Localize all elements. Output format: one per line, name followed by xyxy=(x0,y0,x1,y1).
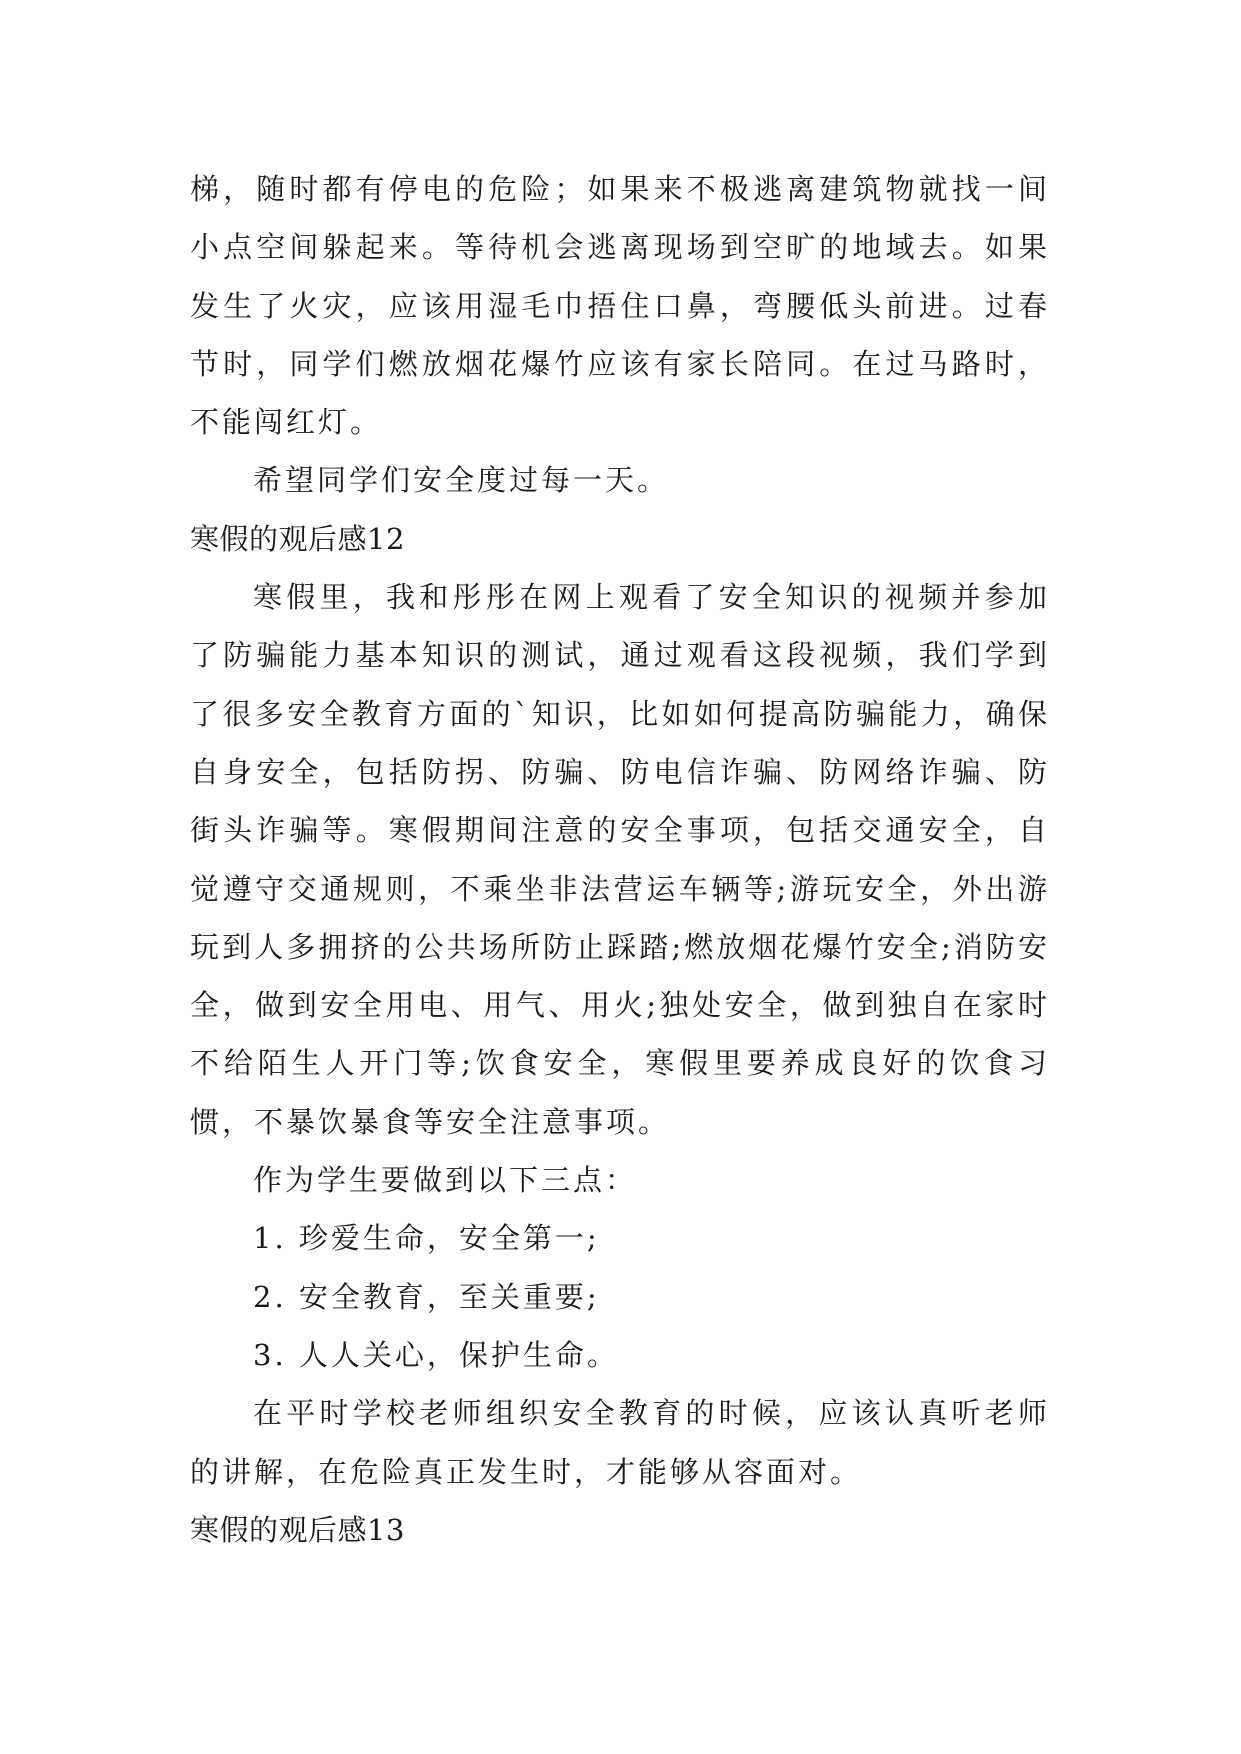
section-heading-13: 寒假的观后感13 xyxy=(190,1512,405,1547)
paragraph-three-points-intro: 作为学生要做到以下三点： xyxy=(253,1163,638,1198)
section-heading-12: 寒假的观后感12 xyxy=(190,521,405,556)
paragraph-safety-video: 寒假里，我和彤彤在网上观看了安全知识的视频并参加了防骗能力基本知识的测试，通过观看这段视频，我们学到了很多安全教育方面的`知识，比如如何提高防骗能力，确保自身安全，包括防拐、防骗、防电信诈骗、防网络诈骗、防街头诈骗等。寒假期间注意的安全事项，包括交通安全，自觉遵守交通规则，不乘坐非法营运车辆等;游玩安全，外出游玩到人多拥挤的公共场所防止踩踏;燃放烟花爆竹安全;消防安全，做到安全用电、用气、用火;独处安全，做到独自在家时不给陌生人开门等;饮食安全，寒假里要养成良好的饮食习惯，不暴饮暴食等安全注意事项。 xyxy=(190,580,1050,1139)
list-item: 3. 人人关心，保护生命。 xyxy=(253,1337,619,1372)
list-item: 1. 珍爱生命，安全第一; xyxy=(253,1221,600,1256)
list-item: 2. 安全教育，至关重要; xyxy=(253,1279,600,1314)
document-body xyxy=(190,160,1050,1559)
paragraph-teacher: 在平时学校老师组织安全教育的时候，应该认真听老师的讲解，在危险真正发生时，才能够从容面对。 xyxy=(190,1396,1050,1489)
paragraph-continuation: 梯，随时都有停电的危险；如果来不极逃离建筑物就找一间小点空间躲起来。等待机会逃离现场到空旷的地域去。如果发生了火灾，应该用湿毛巾捂住口鼻，弯腰低头前进。过春节时，同学们燃放烟花爆竹应该有家长陪同。在过马路时，不能闯红灯。 xyxy=(190,172,1050,440)
paragraph-wish: 希望同学们安全度过每一天。 xyxy=(253,463,670,498)
